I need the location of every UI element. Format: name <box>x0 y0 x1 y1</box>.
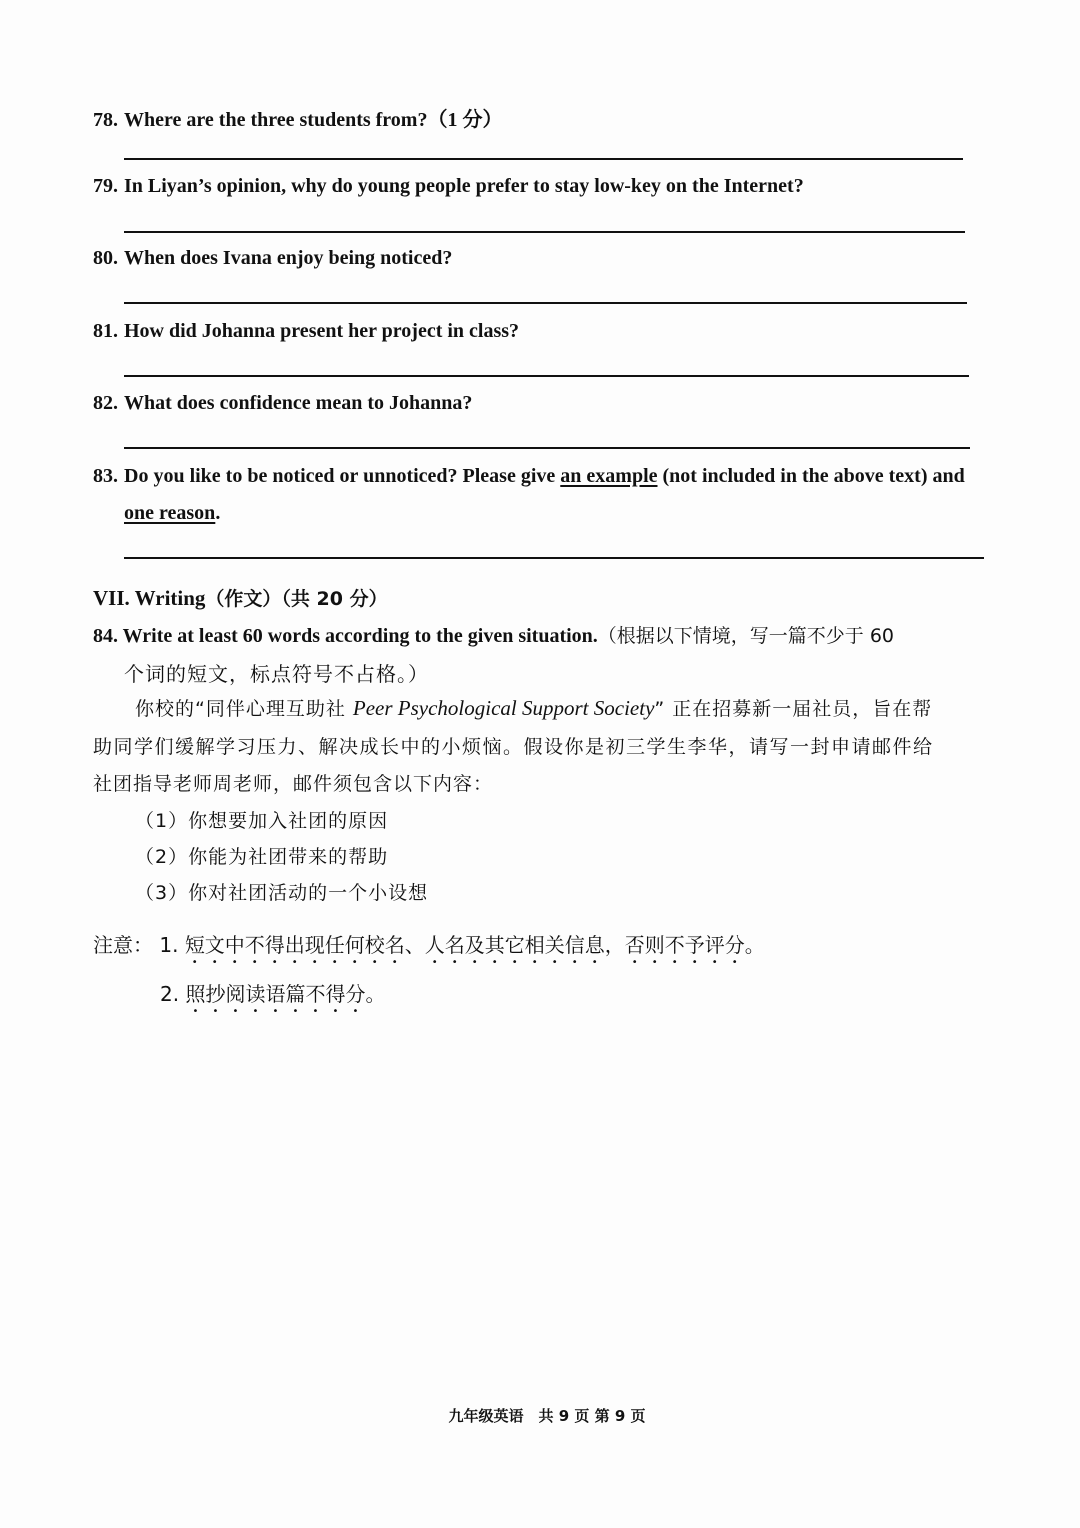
question-text: In Liyan’s opinion, why do young people prefer to stay low-key on the Internet? <box>124 175 804 197</box>
question-84 <box>93 621 894 648</box>
question-text-cn: （根据以下情境，写一篇不少于 60 <box>597 625 895 647</box>
question-83-continuation <box>124 502 220 525</box>
section-title <box>93 584 388 611</box>
question-83 <box>93 465 965 488</box>
answer-line-83[interactable] <box>124 557 984 559</box>
answer-line-81[interactable] <box>124 375 969 377</box>
note-number: 1. <box>159 933 179 957</box>
question-text: When does Ivana enjoy being noticed? <box>124 247 453 269</box>
question-text: Do you like to be noticed or unnoticed? Please give <box>124 465 561 487</box>
cn-text: 你校的“同伴心理互助社 <box>135 698 353 720</box>
question-number: 81. <box>93 320 118 342</box>
question-81 <box>93 320 519 343</box>
answer-line-82[interactable] <box>124 447 970 449</box>
cn-text: （1）你想要加入社团的原因 <box>135 810 389 832</box>
page-footer: 九年级英语 共 9 页 第 9 页 <box>448 1407 646 1425</box>
question-number: 83. <box>93 465 118 487</box>
note-2 <box>160 978 385 1017</box>
question-text: Where are the three students from?（1 分） <box>124 109 503 131</box>
section-title-cn: （作文）（共 20 分） <box>205 588 388 610</box>
question-text: How did Johanna present her project in class? <box>124 320 520 342</box>
question-number: 82. <box>93 392 118 414</box>
cn-text: 助同学们缓解学习压力、解决成长中的小烦恼。假设你是初三学生李华，请写一封申请邮件给 <box>93 736 934 758</box>
cn-text: 个词的短文，标点符号不占格。） <box>124 662 429 686</box>
note-text: 短文中不得出现任何校名、人名及其它相关信息，否则不予评分。 <box>184 933 765 957</box>
question-82 <box>93 392 472 415</box>
underlined-phrase: an example <box>560 465 658 487</box>
society-name: Peer Psychological Support Society <box>352 696 655 720</box>
question-number: 84. <box>93 625 118 647</box>
requirement-2 <box>135 842 388 869</box>
question-number: 79. <box>93 175 118 197</box>
note-text: 照抄阅读语篇不得分。 <box>185 982 386 1006</box>
answer-line-79[interactable] <box>124 231 965 233</box>
cn-text: （2）你能为社团带来的帮助 <box>135 846 389 868</box>
answer-line-78[interactable] <box>124 158 963 160</box>
question-text: Write at least 60 words according to the given situation. <box>122 625 598 647</box>
note-number: 2. <box>160 982 180 1006</box>
note-1 <box>93 929 765 968</box>
cn-text: 社团指导老师周老师，邮件须包含以下内容： <box>93 773 494 795</box>
cn-text: ” 正在招募新一届社员，旨在帮 <box>654 698 933 720</box>
question-80 <box>93 247 452 270</box>
situation-line-2 <box>93 732 934 759</box>
question-number: 78. <box>93 109 118 131</box>
cn-text: （3）你对社团活动的一个小设想 <box>135 882 429 904</box>
question-78 <box>93 103 502 132</box>
requirement-3 <box>135 878 428 905</box>
answer-line-80[interactable] <box>124 302 967 304</box>
section-title-en: VII. Writing <box>93 586 206 610</box>
note-label: 注意： <box>93 933 153 957</box>
situation-line-1 <box>135 694 932 721</box>
situation-line-3 <box>93 769 493 796</box>
question-79 <box>93 175 804 198</box>
underlined-phrase: one reason <box>124 502 216 524</box>
period: . <box>215 502 221 524</box>
question-text: What does confidence mean to Johanna? <box>124 392 473 414</box>
requirement-1 <box>135 806 388 833</box>
question-84-cn-continuation <box>124 658 429 687</box>
question-text: (not included in the above text) and <box>657 465 965 487</box>
question-number: 80. <box>93 247 118 269</box>
